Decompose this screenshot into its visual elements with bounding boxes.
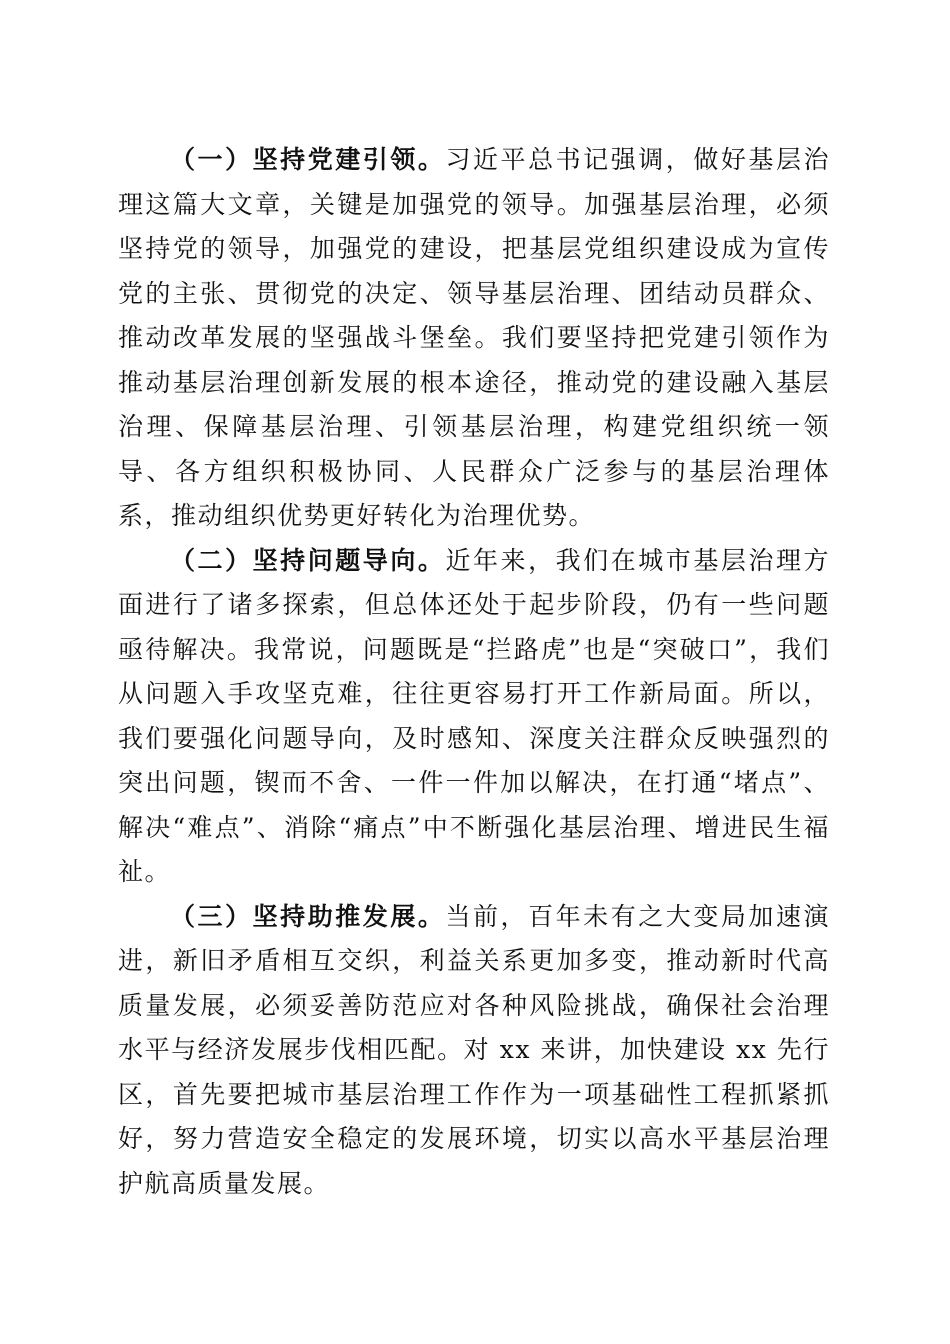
- document-body: [118, 138, 830, 1206]
- paragraph-3-heading: （三）坚持助推发展。: [170, 901, 446, 931]
- paragraph-2-text: 近年来，我们在城市基层治理方面进行了诸多探索，但总体还处于起步阶段，仍有一些问题亟待解决。我常说，问题既是“拦路虎”也是“突破口”，我们从问题入手攻坚克难，往往更容易打开工作新局面。所以，我们要强化问题导向，及时感知、深度关注群众反映强烈的突出问题，锲而不舍、一件一件加以解决，在打通“堵点”、解决“难点”、消除“痛点”中不断强化基层治理、增进民生福祉。: [118, 545, 830, 886]
- paragraph-3-text: 当前，百年未有之大变局加速演进，新旧矛盾相互交织，利益关系更加多变，推动新时代高质量发展，必须妥善防范应对各种风险挑战，确保社会治理水平与经济发展步伐相匹配。对 xx 来讲，加快建设 xx 先行区，首先要把城市基层治理工作作为一项基础性工程抓紧抓好，努力营造安全稳定的发展环境，切实以高水平基层治理护航高质量发展。: [118, 901, 830, 1198]
- paragraph-3: [118, 895, 830, 1207]
- paragraph-2: [118, 539, 830, 895]
- paragraph-1-text: 习近平总书记强调，做好基层治理这篇大文章，关键是加强党的领导。加强基层治理，必须坚持党的领导，加强党的建设，把基层党组织建设成为宣传党的主张、贯彻党的决定、领导基层治理、团结动员群众、推动改革发展的坚强战斗堡垒。我们要坚持把党建引领作为推动基层治理创新发展的根本途径，推动党的建设融入基层治理、保障基层治理、引领基层治理，构建党组织统一领导、各方组织积极协同、人民群众广泛参与的基层治理体系，推动组织优势更好转化为治理优势。: [118, 145, 830, 530]
- paragraph-1-heading: （一）坚持党建引领。: [170, 145, 446, 174]
- paragraph-2-heading: （二）坚持问题导向。: [170, 545, 446, 575]
- paragraph-1: [118, 138, 830, 539]
